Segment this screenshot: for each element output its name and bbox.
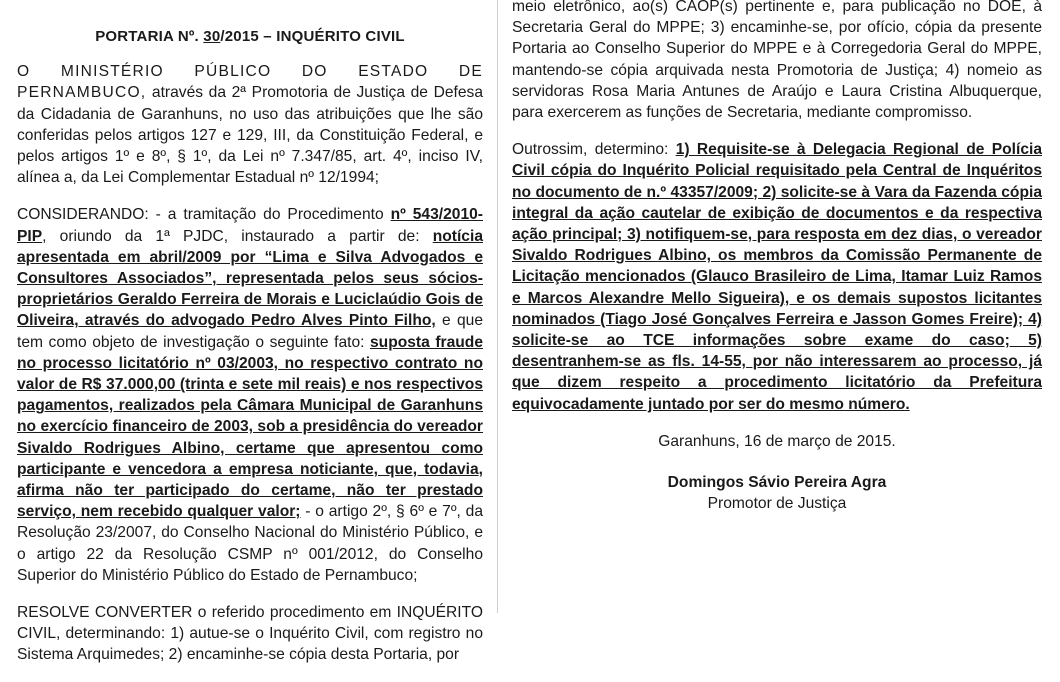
fact-text: suposta fraude no processo licitatório nº 03/2003, no respectivo contrato no valor de R$ 37.000,00 (trinta e sete mil reais) e nos respectivos pagamentos, realizados pela Câmara Municipal de Garanhuns no exercício financeiro de 2003, sob a presidência do vereador Sivaldo Rodrigues Albino, certame que apresentou como participante e vencedora a empresa noticiante, que, todavia, afirma não ter participado do certame, não ter prestado serviço, nem recebido qualquer valor; bbox=[17, 333, 483, 521]
title-prefix: PORTARIA Nº. bbox=[95, 28, 199, 45]
intro-rest: através da 2ª Promotoria de Justiça de Defesa da Cidadania de Garanhuns, no uso das atribuições que lhe são conferidas pelos artigos 127 e 129, III, da Constituição Federal, e pelos artigos 1º e 8º, § 1º, da Lei nº 7.347/85, art. 4º, inciso IV, alínea a, da Lei Complementar Estadual nº 12/1994; bbox=[17, 84, 483, 187]
procedure-number: nº 543/2010-PIP bbox=[17, 206, 483, 245]
determinations-text: 1) Requisite-se à Delegacia Regional de Polícia Civil cópia do Inquérito Policial requisitado pela Central de Inquéritos no documento de n.º 43357/2009; 2) solicite-se à Vara da Fazenda cópia integral da ação cautelar de exibição de documentos e da respectiva ação principal; 3) notifiquem-se, para resposta em dez dias, o vereador Sivaldo Rodrigues Albino, os membros da Comissão Permanente de Licitação mencionados (Glauco Brasileiro de Lima, Itamar Luiz Ramos e Marcos Alexandre Mello Sigueira), e os demais supostos licitantes nominados (Tiago José Gonçalves Ferreira e Jasson Gomes Freire); 4) solicite-se ao TCE informações sobre exame do caso; 5) desentranhem-se as fls. 14-55, por não interessarem ao processo, já que dizem respeito a procedimento licitatório da Prefeitura equivocadamente juntado por ser do mesmo número. bbox=[512, 141, 1042, 413]
outrossim-lead: Outrossim, determino: bbox=[512, 141, 676, 159]
left-column bbox=[17, 0, 483, 682]
considerando-paragraph bbox=[17, 204, 483, 586]
considerando-text-1: - a tramitação do Procedimento bbox=[148, 206, 391, 224]
intro-paragraph bbox=[17, 61, 483, 188]
considerando-text-3: e que tem como objeto de investigação o seguinte fato: bbox=[17, 312, 484, 351]
date-line: Garanhuns, 16 de março de 2015. bbox=[658, 432, 896, 450]
continuation-paragraph: meio eletrônico, ao(s) CAOP(s) pertinente e, para publicação no DOE, à Secretaria Geral do MPPE; 3) encaminhe-se, por ofício, cópia da presente Portaria ao Conselho Superior do MPPE e à Corregedoria Geral do MPPE, mantendo-se cópia arquivada nesta Promotoria de Justiça; 4) nomeio as servidoras Rosa Maria Antunes de Araújo e Laura Cristina Albuquerque, para exercerem as funções de Secretaria, mediante compromisso. bbox=[512, 0, 1042, 122]
considerando-text-4: - o artigo 2º, § 6º e 7º, da Resolução 23/2007, do Conselho Nacional do Ministério Público, e o artigo 22 da Resolução CSMP nº 001/2012, do Conselho Superior do Ministério Público do Estado de Pernambuco; bbox=[17, 503, 483, 584]
signer-name: Domingos Sávio Pereira Agra bbox=[667, 474, 887, 492]
right-column bbox=[512, 0, 1042, 514]
complaint-text: notícia apresentada em abril/2009 por “Lima e Silva Advogados e Consultores Associados”, representada pelos seus sócios-proprietários Geraldo Ferreira de Morais e Luciclaúdio Gois de Oliveira, através do advogado Pedro Alves Pinto Filho, bbox=[17, 227, 483, 330]
outrossim-paragraph bbox=[512, 139, 1042, 415]
resolve-paragraph: RESOLVE CONVERTER o referido procedimento em INQUÉRITO CIVIL, determinando: 1) autue-se o Inquérito Civil, com registro no Sistema Arquimedes; 2) encaminhe-se cópia desta Portaria, por bbox=[17, 604, 483, 664]
title-number: 30 bbox=[203, 28, 221, 45]
signer-role: Promotor de Justiça bbox=[707, 495, 847, 513]
considerando-text-2: , oriundo da 1ª PJDC, instaurado a partir de: bbox=[42, 227, 433, 245]
document-title bbox=[17, 26, 483, 47]
considerando-label: CONSIDERANDO: bbox=[17, 206, 149, 224]
intro-org: O MINISTÉRIO PÚBLICO DO ESTADO DE PERNAMBUCO, bbox=[17, 63, 483, 102]
column-divider bbox=[497, 0, 498, 613]
title-suffix: /2015 – INQUÉRITO CIVIL bbox=[220, 28, 405, 45]
